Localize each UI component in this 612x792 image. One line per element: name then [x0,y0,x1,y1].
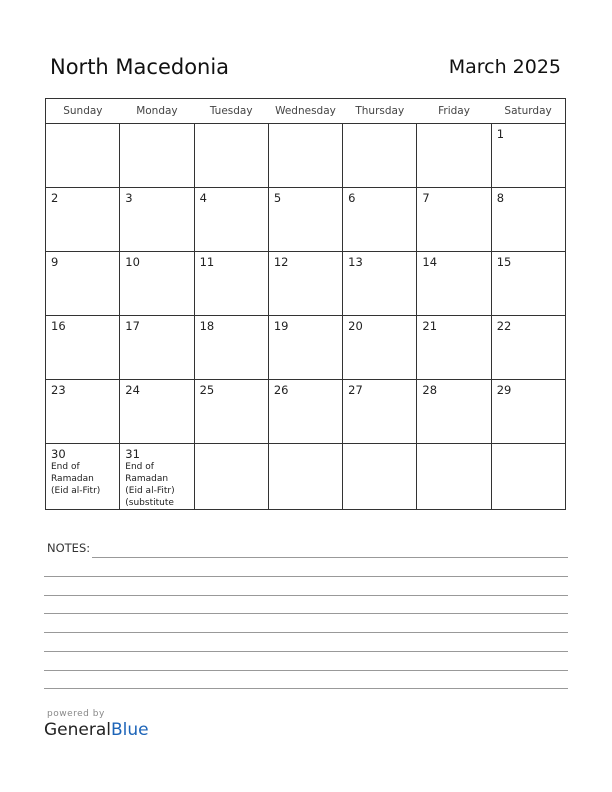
day-number: 29 [496,383,512,397]
calendar-day-cell [268,188,342,252]
day-number: 4 [199,191,207,205]
calendar-week-row [46,252,566,316]
weekday-header: Saturday [491,99,565,124]
day-number: 25 [199,383,215,397]
calendar-day-cell [417,444,491,510]
calendar-day-cell [417,316,491,380]
brand-blue: Blue [111,720,149,740]
calendar-day-cell [491,444,565,510]
day-number: 22 [496,319,512,333]
calendar-day-cell [46,124,120,188]
calendar-grid [45,98,566,510]
calendar-day-cell [343,380,417,444]
day-number: 9 [51,255,59,269]
weekday-header: Thursday [343,99,417,124]
day-number: 8 [496,191,505,205]
calendar-week-row [46,316,566,380]
weekday-header-row [46,99,566,124]
calendar-day-cell [46,188,120,252]
day-number: 11 [199,255,215,269]
calendar-day-cell [120,252,194,316]
day-number: 18 [199,319,215,333]
weekday-header: Sunday [46,99,120,124]
notes-line [44,576,568,577]
calendar-day-cell [491,380,565,444]
day-number: 14 [422,255,438,269]
notes-line [44,688,568,689]
weekday-header: Tuesday [194,99,268,124]
calendar-day-cell [268,252,342,316]
weekday-header: Monday [120,99,194,124]
day-number: 21 [422,319,438,333]
calendar-week-row [46,380,566,444]
holiday-label: End of Ramadan (Eid al-Fitr) [51,462,101,496]
calendar-day-cell [343,252,417,316]
calendar-day-cell [343,188,417,252]
day-number: 13 [348,255,363,269]
day-number: 26 [273,383,289,397]
calendar-day-cell [194,188,268,252]
day-number: 6 [348,191,356,205]
calendar-day-cell [343,316,417,380]
calendar-day-cell [491,124,565,188]
calendar-day-cell [417,188,491,252]
notes-line [44,651,568,652]
day-number: 30 [51,447,66,461]
day-number: 24 [125,383,140,397]
notes-line [92,557,568,558]
day-number: 3 [125,191,133,205]
calendar-day-cell [491,188,565,252]
weekday-header: Wednesday [268,99,342,124]
calendar-day-cell [46,380,120,444]
notes-line [44,670,568,671]
calendar-day-cell [120,188,194,252]
calendar-day-cell [491,316,565,380]
brand-general: General [44,720,111,740]
notes-line [44,595,568,596]
day-number: 12 [273,255,289,269]
calendar-day-cell [194,252,268,316]
day-number: 5 [273,191,282,205]
day-number: 28 [422,383,438,397]
calendar-day-cell [343,124,417,188]
generalblue-logo[interactable] [44,720,149,740]
day-number: 17 [125,319,140,333]
calendar-day-cell [417,252,491,316]
powered-by-text: powered by [47,709,105,719]
day-number: 10 [125,255,140,269]
calendar-day-cell [194,316,268,380]
calendar-week-row [46,124,566,188]
calendar-day-cell [194,124,268,188]
weekday-header: Friday [417,99,491,124]
calendar-day-cell [120,380,194,444]
calendar-month-title: March 2025 [448,56,561,78]
calendar-day-cell [46,444,120,510]
calendar-day-cell [417,380,491,444]
calendar-day-cell [491,252,565,316]
calendar-day-cell [268,124,342,188]
day-number: 19 [273,319,289,333]
day-number: 1 [496,127,505,141]
calendar-day-cell [46,316,120,380]
calendar-country-title: North Macedonia [50,55,230,79]
calendar-day-cell [46,252,120,316]
notes-line [44,632,568,633]
day-number: 2 [51,191,59,205]
day-number: 23 [51,383,66,397]
day-number: 16 [51,319,66,333]
calendar-day-cell [120,316,194,380]
calendar-day-cell [268,444,342,510]
calendar-day-cell [120,444,194,510]
day-number: 27 [348,383,363,397]
calendar-week-row [46,188,566,252]
calendar-day-cell [120,124,194,188]
calendar-day-cell [343,444,417,510]
calendar-week-row [46,444,566,510]
calendar-day-cell [268,380,342,444]
calendar-day-cell [417,124,491,188]
calendar-day-cell [194,444,268,510]
notes-line [44,613,568,614]
calendar-day-cell [268,316,342,380]
day-number: 7 [422,191,430,205]
day-number: 15 [496,255,512,269]
day-number: 20 [348,319,363,333]
holiday-label: End of Ramadan (Eid al-Fitr) (substitute [125,462,175,508]
day-number: 31 [125,447,140,461]
calendar-day-cell [194,380,268,444]
notes-label: NOTES: [47,541,91,555]
